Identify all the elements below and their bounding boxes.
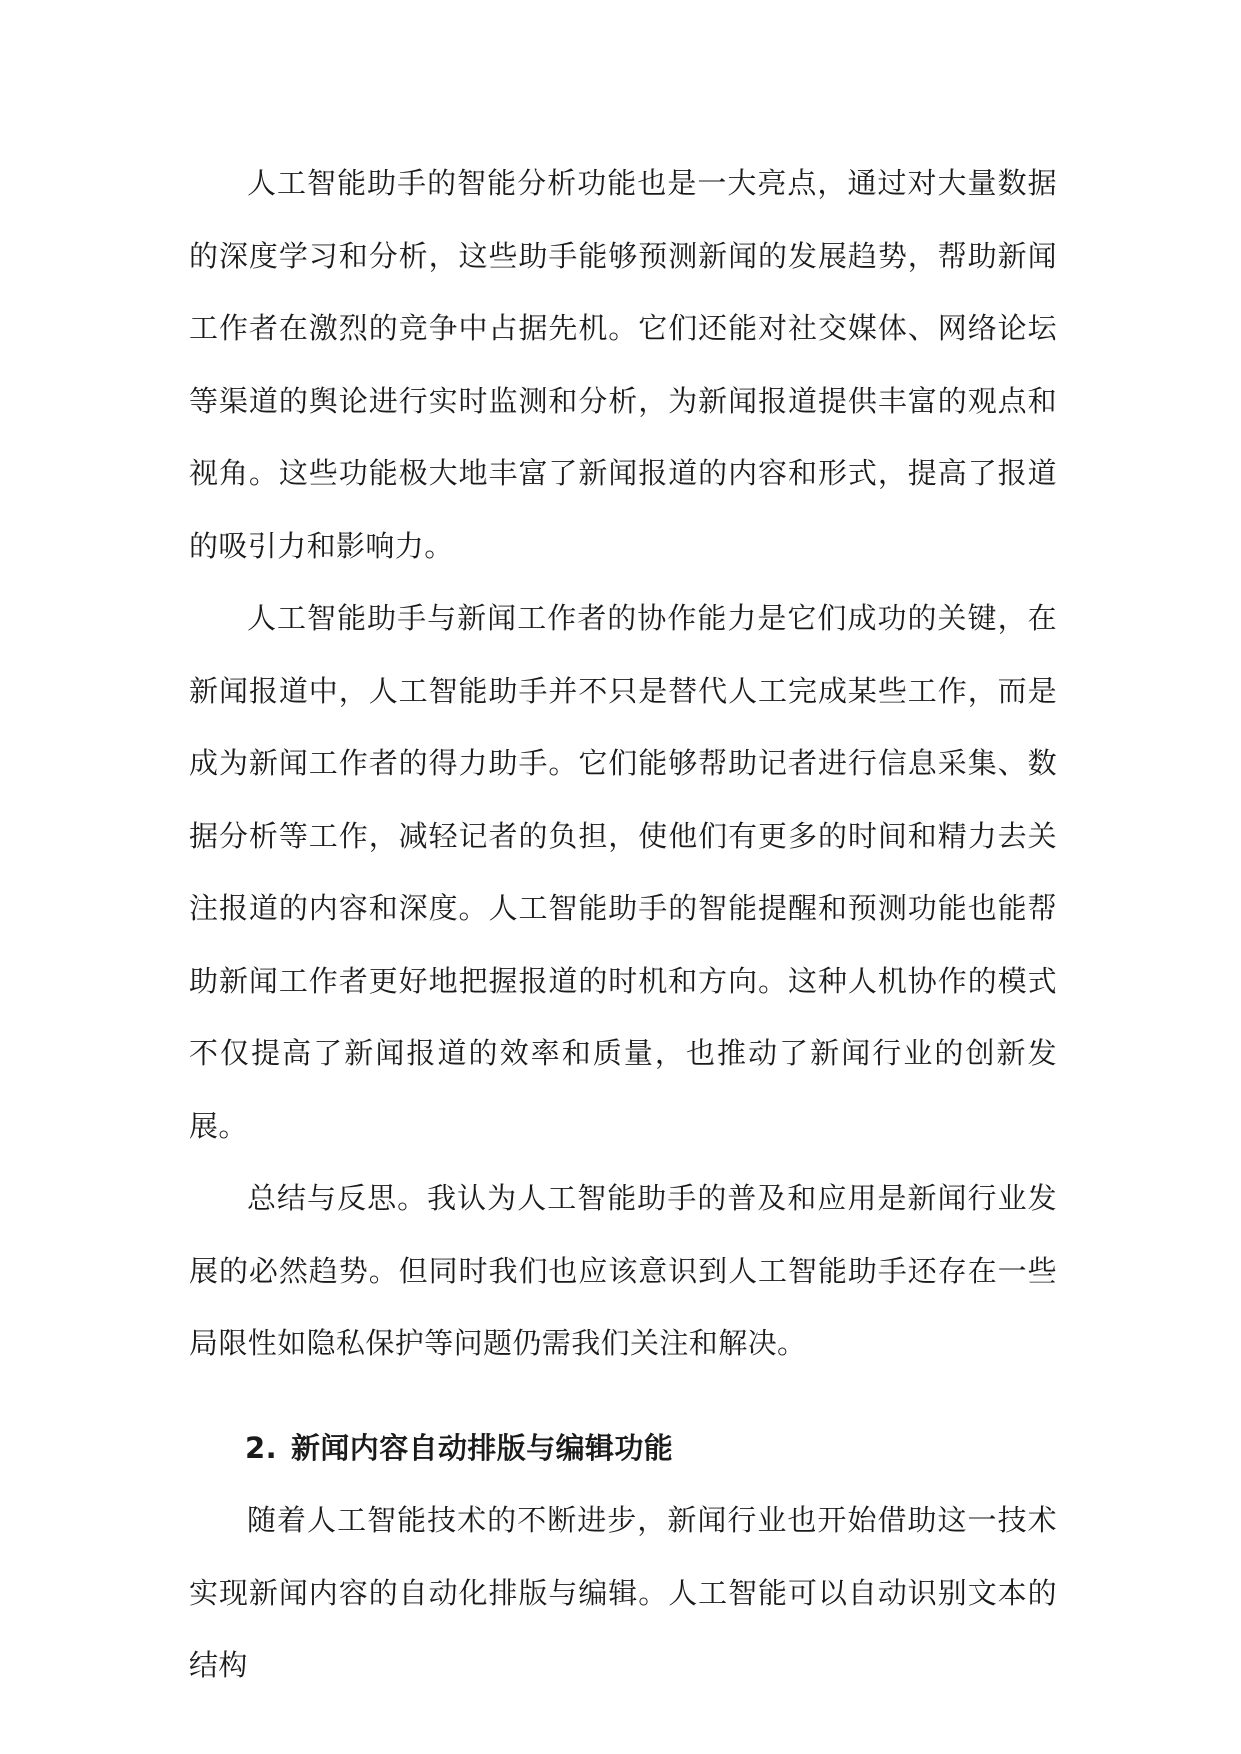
section-title: 新闻内容自动排版与编辑功能 <box>291 1430 674 1465</box>
paragraph-summary: 总结与反思。我认为人工智能助手的普及和应用是新闻行业发展的必然趋势。但同时我们也应该意识到人工智能助手还存在一些局限性如隐私保护等问题仍需我们关注和解决。 <box>189 1181 1057 1360</box>
section-number: 2. <box>245 1430 277 1465</box>
section-heading <box>189 1412 1057 1485</box>
paragraph-collaboration: 人工智能助手与新闻工作者的协作能力是它们成功的关键，在新闻报道中，人工智能助手并不只是替代人工完成某些工作，而是成为新闻工作者的得力助手。它们能够帮助记者进行信息采集、数据分析等工作，减轻记者的负担，使他们有更多的时间和精力去关注报道的内容和深度。人工智能助手的智能提醒和预测功能也能帮助新闻工作者更好地把握报道的时机和方向。这种人机协作的模式不仅提高了新闻报道的效率和质量，也推动了新闻行业的创新发展。 <box>189 601 1057 1143</box>
paragraph-smart-analysis: 人工智能助手的智能分析功能也是一大亮点，通过对大量数据的深度学习和分析，这些助手能够预测新闻的发展趋势，帮助新闻工作者在激烈的竞争中占据先机。它们还能对社交媒体、网络论坛等渠道的舆论进行实时监测和分析，为新闻报道提供丰富的观点和视角。这些功能极大地丰富了新闻报道的内容和形式，提高了报道的吸引力和影响力。 <box>189 166 1057 563</box>
document-page <box>189 147 1057 1702</box>
paragraph-auto-layout: 随着人工智能技术的不断进步，新闻行业也开始借助这一技术实现新闻内容的自动化排版与编辑。人工智能可以自动识别文本的结构 <box>189 1503 1057 1682</box>
